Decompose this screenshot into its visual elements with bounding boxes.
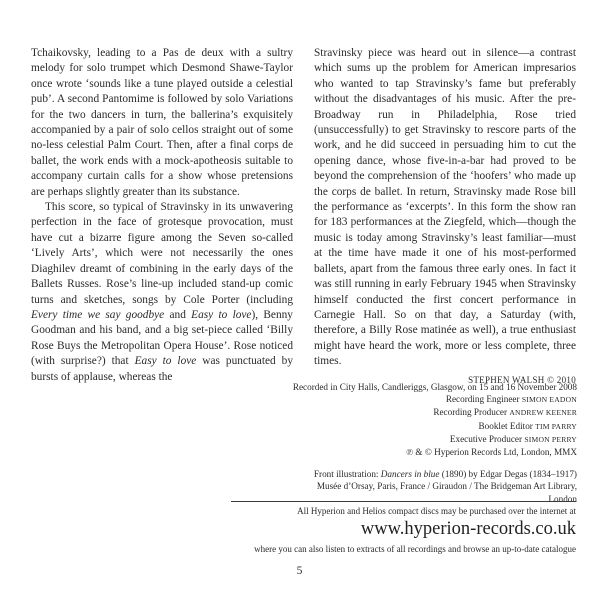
essay-paragraph [314,46,576,370]
illustration-credit [290,468,577,480]
credit-name: TIM PARRY [535,421,577,431]
illustration-suffix: (1890) by Edgar Degas (1834–1917) [439,469,577,480]
credit-name: SIMON EADON [521,395,577,405]
credit-name: SIMON PERRY [524,434,577,444]
recording-location: Recorded in City Halls, Candleriggs, Glasgow, on 15 and 16 November 2008 [292,382,577,392]
divider-rule [231,501,576,502]
credit-editor [290,420,577,433]
website-url: www.hyperion-records.co.uk [360,519,576,539]
website-note: where you can also listen to extracts of all recordings and browse an up-to-date catalogue [254,544,576,554]
song-title: Every time we say goodbye [31,308,165,321]
copyright-line: ℗ & © Hyperion Records Ltd, London, MMX [406,447,577,458]
credit-label: Booklet Editor [478,420,536,431]
credit-label: Recording Engineer [445,394,522,405]
essay-paragraph [31,200,293,385]
essay-text: and [164,308,192,321]
essay-right-column [314,46,576,388]
essay-text: This score, so typical of Stravinsky in its unwavering perfection in the face of grotesque provocation, must have cut a bizarre figure among the Seven so-called ‘Lively Arts’, which were not necessarily the ones Diaghilev dreamt of combining in the early days of the Ballets Russes. Rose’s line-up included stand-up comic turns and sketches, songs by Cole Porter (including [31,201,293,306]
credit-engineer [290,393,577,406]
credit-name: ANDREW KEENER [509,408,577,418]
essay-text: was punctuated by bursts of applause, whereas the [31,355,293,383]
essay-text: Tchaikovsky, leading to a Pas de deux with a sultry melody for solo trumpet which Desmond Shawe-Taylor once wrote ‘sounds like a tune played outside a celestial pub’. A second Pantomime is followed by solo Variations for the two dancers in turn, the ballerina’s exquisitely accompanied by a pair of solo cellos straight out of some no-less celestial Palm Court. Then, after a final corps de ballet, the work ends with a mock-apotheosis suitable to accompany curtain calls for a show whose pretensions are perhaps slightly greater than its substance. [31,47,293,198]
essay-text: ), Benny Goodman and his band, and a big set-piece called ‘Billy Rose Buys the Metropolitan Opera House’. Rose noticed (with surprise?) that [31,308,293,368]
illustration-prefix: Front illustration: [313,469,381,480]
song-title: Easy to love [134,355,197,368]
credit-label: Executive Producer [449,433,525,444]
purchase-note: All Hyperion and Helios compact discs may be purchased over the internet at [297,506,576,516]
essay-paragraph [31,46,293,200]
recording-credits [290,381,577,505]
credit-producer [290,406,577,419]
essay-text: Stravinsky piece was heard out in silence—a contrast which sums up the problem for American impresarios who wanted to tap Stravinsky’s fame but preferably without the disadvantages of his music. After the pre-Broadway run in Philadelphia, Rose tried (unsuccessfully) to get Stravinsky to rescore parts of the work, and he did succeed in persuading him to cut the opening dance, whose five-in-a-bar had proved to be beyond the comprehension of the ‘hoofers’ who made up the corps de ballet. In return, Stravinsky made Rose bill the performance as ‘excerpts’. In this form the show ran for 183 performances at the Ziegfeld, which—though the music is today among Stravinsky’s least familiar—must at the time have made it one of his most-performed ballets, apart from the famous three early ones. In fact it was still running in early February 1945 when Stravinsky himself conducted the first concert performance in Carnegie Hall. So on that day, a Saturday (with, therefore, a Billy Rose matinée as well), a true enthusiast might have heard the work, more or less complete, three times. [314,47,576,368]
museum-credit: Musée d’Orsay, Paris, France / Giraudon / The Bridgeman Art Library, London [316,481,577,504]
author-signature: STEPHEN WALSH © 2010 [468,374,576,385]
credit-label: Recording Producer [433,407,510,418]
spacer [290,458,577,468]
song-title: Easy to love [191,308,252,321]
credit-executive [290,433,577,446]
page-number: 5 [296,565,303,577]
illustration-title: Dancers in blue [380,469,440,480]
essay-left-column [31,46,293,385]
